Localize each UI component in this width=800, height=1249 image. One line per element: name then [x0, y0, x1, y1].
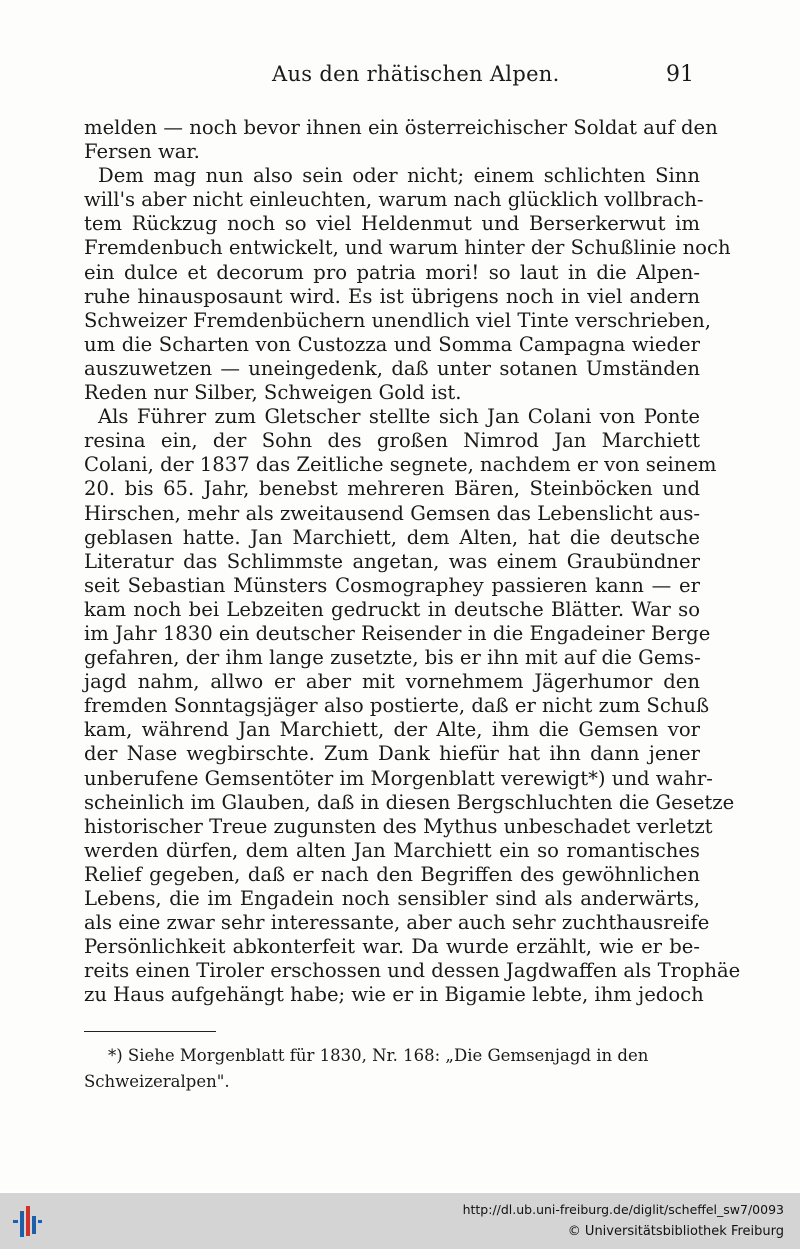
text-line: Persönlichkeit abkonterfeit war. Da wurde erzählt, wie er be-: [84, 935, 700, 959]
header-title: Aus den rhätischen Alpen.: [272, 62, 560, 86]
text-line: Reden nur Silber, Schweigen Gold ist.: [84, 381, 462, 405]
text-line: kam, während Jan Marchiett, der Alte, ihm die Gemsen vor: [84, 718, 700, 742]
text-line: 20. bis 65. Jahr, benebst mehreren Bären, Steinböcken und: [84, 477, 700, 501]
source-url-link[interactable]: http://dl.ub.uni-freiburg.de/diglit/scheffel_sw7/0093: [462, 1202, 784, 1217]
text-line: Dem mag nun also sein oder nicht; einem schlichten Sinn: [98, 164, 700, 188]
text-line: zu Haus aufgehängt habe; wie er in Bigamie lebte, ihm jedoch: [84, 983, 704, 1007]
text-line: geblasen hatte. Jan Marchiett, dem Alten, hat die deutsche: [84, 525, 700, 549]
text-line: ruhe hinausposaunt wird. Es ist übrigens noch in viel andern: [84, 284, 700, 308]
text-line: auszuwetzen — uneingedenk, daß unter sotanen Umständen: [84, 356, 700, 380]
text-line: unberufene Gemsentöter im Morgenblatt verewigt*) und wahr-: [84, 766, 713, 790]
body-text: [84, 116, 741, 1007]
text-line: Fremdenbuch entwickelt, und warum hinter der Schußlinie noch: [84, 236, 731, 260]
text-line: scheinlich im Glauben, daß in diesen Bergschluchten die Gesetze: [84, 790, 735, 814]
library-logo-icon: [12, 1203, 42, 1239]
text-line: kam noch bei Lebzeiten gedruckt in deutsche Blätter. War so: [84, 597, 700, 621]
text-line: ein dulce et decorum pro patria mori! so laut in die Alpen-: [84, 260, 700, 284]
text-line: Als Führer zum Gletscher stellte sich Jan Colani von Ponte: [98, 405, 700, 429]
page-number: 91: [666, 62, 694, 87]
text-line: jagd nahm, allwo er aber mit vornehmem Jägerhumor den: [84, 670, 700, 694]
text-line: im Jahr 1830 ein deutscher Reisender in die Engadeiner Berge: [84, 621, 711, 645]
text-line: reits einen Tiroler erschossen und dessen Jagdwaffen als Trophäe: [84, 959, 741, 983]
text-line: fremden Sonntagsjäger also postierte, daß er nicht zum Schuß: [84, 694, 710, 718]
text-line: seit Sebastian Münsters Cosmographey passieren kann — er: [84, 573, 700, 597]
text-line: melden — noch bevor ihnen ein österreichischer Soldat auf den: [84, 116, 718, 139]
text-line: historischer Treue zugunsten des Mythus unbeschadet verletzt: [84, 814, 713, 838]
footer-bar: [0, 1193, 800, 1249]
text-line: resina ein, der Sohn des großen Nimrod Jan Marchiett: [84, 429, 700, 453]
text-line: Relief gegeben, daß er nach den Begriffen des gewöhnlichen: [84, 862, 700, 886]
running-header: [84, 62, 700, 92]
text-line: Colani, der 1837 das Zeitliche segnete, nachdem er von seinem: [84, 453, 717, 477]
text-line: als eine zwar sehr interessante, aber auch sehr zuchthausreife: [84, 911, 710, 935]
text-line: Schweizer Fremdenbüchern unendlich viel Tinte verschrieben,: [84, 308, 711, 332]
text-line: tem Rückzug noch so viel Heldenmut und Berserkerwut im: [84, 212, 700, 236]
text-line: gefahren, der ihm lange zusetzte, bis er ihn mit auf die Gems-: [84, 646, 701, 670]
footnote-line: *) Siehe Morgenblatt für 1830, Nr. 168: „Die Gemsenjagd in den: [108, 1046, 649, 1065]
footnote-line: Schweizeralpen".: [84, 1072, 230, 1091]
footnote-divider: [84, 1031, 216, 1032]
footnote: [84, 1043, 700, 1095]
text-line: Literatur das Schlimmste angetan, was einem Graubündner: [84, 549, 700, 573]
text-line: Hirschen, mehr als zweitausend Gemsen das Lebenslicht aus-: [84, 501, 700, 525]
text-line: der Nase wegbirschte. Zum Dank hiefür hat ihn dann jener: [84, 742, 700, 766]
copyright-text: © Universitätsbibliothek Freiburg: [567, 1224, 784, 1239]
text-line: will's aber nicht einleuchten, warum nach glücklich vollbrach-: [84, 188, 704, 212]
text-line: werden dürfen, dem alten Jan Marchiett ein so romantisches: [84, 838, 700, 862]
text-line: Lebens, die im Engadein noch sensibler sind als anderwärts,: [84, 887, 700, 910]
text-line: Fersen war.: [84, 140, 200, 164]
text-line: um die Scharten von Custozza und Somma Campagna wieder: [84, 332, 700, 356]
